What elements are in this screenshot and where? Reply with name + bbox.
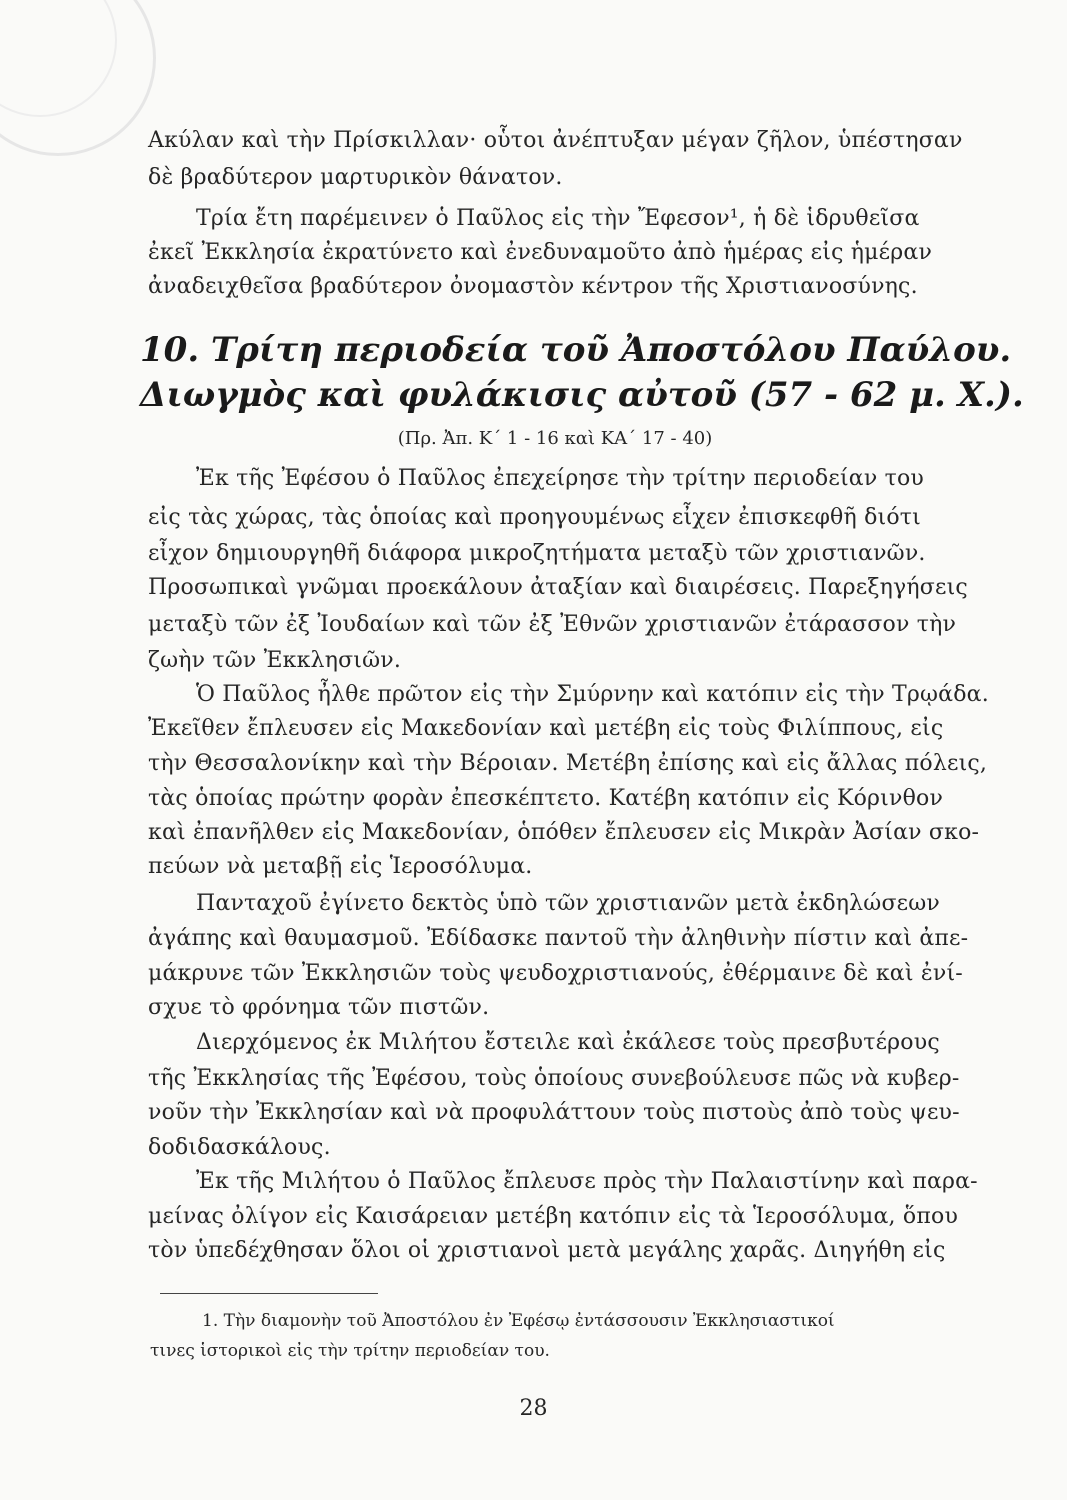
body-line: νοῦν τὴν Ἐκκλησίαν καὶ νὰ προφυλάττουν τοὺς πιστοὺς ἀπὸ τοὺς ψευ-	[148, 1100, 960, 1125]
body-line: μεταξὺ τῶν ἐξ Ἰουδαίων καὶ τῶν ἐξ Ἐθνῶν χριστιανῶν ἐτάρασσον τὴν	[148, 612, 957, 637]
body-line: Ἐκ τῆς Ἐφέσου ὁ Παῦλος ἐπεχείρησε τὴν τρίτην περιοδείαν του	[196, 466, 924, 491]
body-line: πεύων νὰ μεταβῇ εἰς Ἱεροσόλυμα.	[148, 854, 533, 879]
body-line: δοδιδασκάλους.	[148, 1135, 331, 1160]
scripture-reference: (Πρ. Ἀπ. Κ΄ 1 - 16 καὶ ΚΑ΄ 17 - 40)	[397, 428, 713, 449]
body-line: τὰς ὁποίας πρώτην φορὰν ἐπεσκέπτετο. Κατέβη κατόπιν εἰς Κόρινθον	[148, 786, 944, 811]
intro-line: δὲ βραδύτερον μαρτυρικὸν θάνατον.	[148, 165, 563, 190]
body-line: τὴν Θεσσαλονίκην καὶ τὴν Βέροιαν. Μετέβη ἐπίσης καὶ εἰς ἄλλας πόλεις,	[148, 751, 988, 776]
intro-line: Ακύλαν καὶ τὴν Πρίσκιλλαν· οὗτοι ἀνέπτυξαν μέγαν ζῆλον, ὑπέστησαν	[148, 128, 963, 153]
footnote-line: 1. Τὴν διαμονὴν τοῦ Ἀποστόλου ἐν Ἐφέσῳ ἐντάσσουσιν Ἐκκλησιαστικοί	[202, 1311, 835, 1331]
footnote-separator	[160, 1293, 378, 1294]
intro-line: Τρία ἔτη παρέμεινεν ὁ Παῦλος εἰς τὴν Ἔφεσον¹, ἡ δὲ ἱδρυθεῖσα	[196, 206, 920, 231]
body-line: ζωὴν τῶν Ἐκκλησιῶν.	[148, 648, 402, 673]
page-number: 28	[519, 1396, 548, 1421]
footnote-line: τινες ἱστορικοὶ εἰς τὴν τρίτην περιοδείαν του.	[150, 1341, 550, 1361]
body-line: Πανταχοῦ ἐγίνετο δεκτὸς ὑπὸ τῶν χριστιανῶν μετὰ ἐκδηλώσεων	[196, 891, 940, 916]
body-line: τῆς Ἐκκλησίας τῆς Ἐφέσου, τοὺς ὁποίους συνεβούλευσε πῶς νὰ κυβερ-	[148, 1066, 960, 1091]
intro-line: ἀναδειχθεῖσα βραδύτερον ὀνομαστὸν κέντρον τῆς Χριστιανοσύνης.	[148, 274, 918, 299]
body-line: Ἐκ τῆς Μιλήτου ὁ Παῦλος ἔπλευσε πρὸς τὴν Παλαιστίνην καὶ παρα-	[196, 1169, 978, 1194]
body-line: μείνας ὀλίγον εἰς Καισάρειαν μετέβη κατόπιν εἰς τὰ Ἱεροσόλυμα, ὅπου	[148, 1204, 959, 1229]
body-line: ἀγάπης καὶ θαυμασμοῦ. Ἐδίδασκε παντοῦ τὴν ἀληθινὴν πίστιν καὶ ἀπε-	[148, 926, 969, 951]
intro-line: ἐκεῖ Ἐκκλησία ἐκρατύνετο καὶ ἐνεδυναμοῦτο ἀπὸ ἡμέρας εἰς ἡμέραν	[148, 240, 933, 265]
library-stamp	[0, 0, 156, 156]
body-line: εἰς τὰς χώρας, τὰς ὁποίας καὶ προηγουμένως εἶχεν ἐπισκεφθῆ διότι	[148, 505, 921, 530]
body-line: τὸν ὑπεδέχθησαν ὅλοι οἱ χριστιανοὶ μετὰ μεγάλης χαρᾶς. Διηγήθη εἰς	[148, 1238, 946, 1263]
body-line: σχυε τὸ φρόνημα τῶν πιστῶν.	[148, 995, 490, 1020]
body-line: Ὁ Παῦλος ἦλθε πρῶτον εἰς τὴν Σμύρνην καὶ κατόπιν εἰς τὴν Τρῳάδα.	[196, 682, 989, 707]
body-line: Ἐκεῖθεν ἔπλευσεν εἰς Μακεδονίαν καὶ μετέβη εἰς τοὺς Φιλίππους, εἰς	[148, 716, 944, 741]
body-line: καὶ ἐπανῆλθεν εἰς Μακεδονίαν, ὁπόθεν ἔπλευσεν εἰς Μικρὰν Ἀσίαν σκο-	[148, 820, 980, 845]
body-line: μάκρυνε τῶν Ἐκκλησιῶν τοὺς ψευδοχριστιανούς, ἐθέρμαινε δὲ καὶ ἐνί-	[148, 961, 963, 986]
body-line: Προσωπικαὶ γνῶμαι προεκάλουν ἀταξίαν καὶ διαιρέσεις. Παρεξηγήσεις	[148, 575, 968, 600]
library-stamp-inner-ring	[0, 0, 117, 117]
section-title: 10. Τρίτη περιοδεία τοῦ Ἀποστόλου Παύλου.	[140, 330, 1012, 370]
body-line: Διερχόμενος ἐκ Μιλήτου ἔστειλε καὶ ἐκάλεσε τοὺς πρεσβυτέρους	[196, 1030, 940, 1055]
section-subtitle: Διωγμὸς καὶ φυλάκισις αὐτοῦ (57 - 62 μ. Χ.).	[140, 375, 1024, 415]
body-line: εἶχον δημιουργηθῆ διάφορα μικροζητήματα μεταξὺ τῶν χριστιανῶν.	[148, 541, 926, 566]
